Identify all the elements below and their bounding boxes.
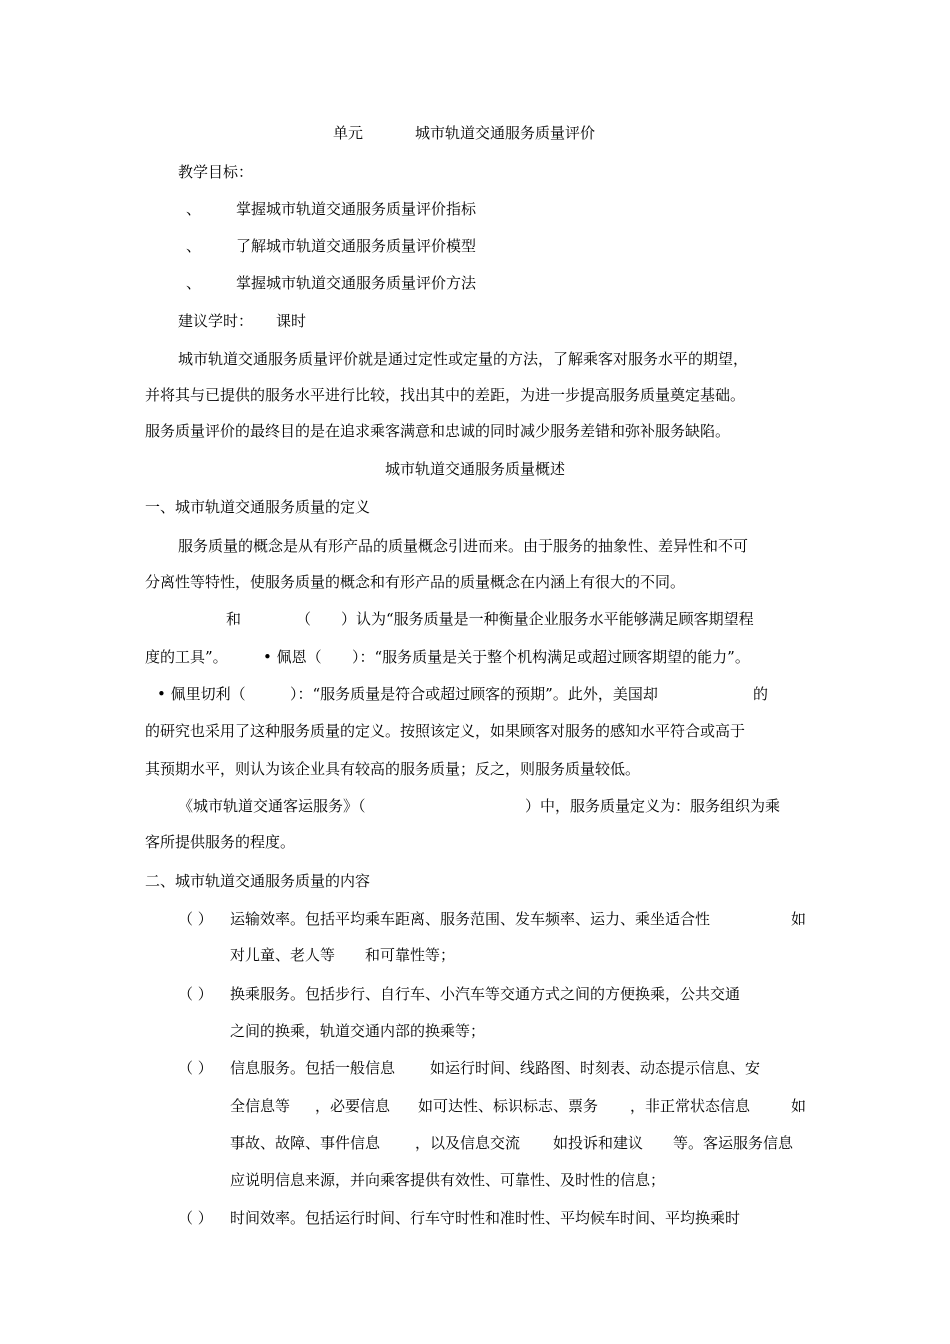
part2-heading: 二、城市轨道交通服务质量的内容 [145, 872, 371, 890]
quote-fragment: ）认为“服务质量是一种衡量企业服务水平能够满足顾客期望程 [341, 610, 754, 628]
list-item-line: 信息服务。包括一般信息 [230, 1059, 396, 1077]
unit-label: 单元 [333, 124, 364, 142]
list-marker: （ ） [178, 1209, 213, 1227]
list-item-line: 时间效率。包括运行时间、行车守时性和准时性、平均候车时间、平均换乘时 [230, 1209, 741, 1227]
paragraph-line: 分离性等特性，使服务质量的概念和有形产品的质量概念在内涵上有很大的不同。 [145, 573, 686, 591]
quote-fragment: ）：“服务质量是符合或超过顾客的预期”。此外，美国却 [290, 685, 658, 703]
list-item-line: 如运行时间、线路图、时刻表、动态提示信息、安 [430, 1059, 761, 1077]
list-item-line: ，必要信息 [315, 1097, 391, 1115]
hours-unit: 课时 [276, 312, 307, 330]
quote-fragment: 和 [226, 610, 242, 628]
quote-fragment: （ [296, 610, 312, 628]
objective-marker: 、 [186, 237, 202, 255]
quote-fragment: 度的工具”。 [145, 648, 228, 666]
paragraph-line: 其预期水平，则认为该企业具有较高的服务质量；反之，则服务质量较低。 [145, 760, 641, 778]
list-item-line: 和可靠性等； [365, 946, 456, 964]
paragraph-line: 的研究也采用了这种服务质量的定义。按照该定义，如果顾客对服务的感知水平符合或高于 [145, 722, 746, 740]
hours-label: 建议学时： [178, 312, 254, 330]
list-item-line: ，非正常状态信息 [630, 1097, 751, 1115]
objective-item: 掌握城市轨道交通服务质量评价方法 [236, 274, 477, 292]
list-item-line: 换乘服务。包括步行、自行车、小汽车等交通方式之间的方便换乘，公共交通 [230, 985, 741, 1003]
standard-fragment: 《城市轨道交通客运服务》（ [178, 797, 366, 815]
intro-line: 并将其与已提供的服务水平进行比较，找出其中的差距，为进一步提高服务质量奠定基础。 [145, 386, 746, 404]
intro-line: 服务质量评价的最终目的是在追求乘客满意和忠诚的同时减少服务差错和弥补服务缺陷。 [145, 422, 731, 440]
list-item-line: 如 [791, 910, 807, 928]
list-item-line: 事故、故障、事件信息 [230, 1134, 381, 1152]
quote-fragment: 的 [753, 685, 769, 703]
objective-marker: 、 [186, 274, 202, 292]
objective-marker: 、 [186, 200, 202, 218]
quote-fragment: • 佩里切利（ [157, 685, 246, 703]
intro-line: 城市轨道交通服务质量评价就是通过定性或定量的方法，了解乘客对服务水平的期望， [178, 350, 749, 368]
section-title: 城市轨道交通服务质量概述 [384, 460, 565, 478]
objective-item: 了解城市轨道交通服务质量评价模型 [236, 237, 477, 255]
list-marker: （ ） [178, 1059, 213, 1077]
list-item-line: 如 [791, 1097, 807, 1115]
list-item-line: 如可达性、标识标志、票务 [418, 1097, 599, 1115]
list-marker: （ ） [178, 985, 213, 1003]
list-marker: （ ） [178, 910, 213, 928]
list-item-line: 全信息等 [230, 1097, 291, 1115]
standard-fragment: ）中，服务质量定义为：服务组织为乘 [525, 797, 781, 815]
quote-fragment: • 佩恩（ [263, 648, 322, 666]
quote-fragment: ）：“服务质量是关于整个机构满足或超过顾客期望的能力”。 [352, 648, 750, 666]
paragraph-line: 服务质量的概念是从有形产品的质量概念引进而来。由于服务的抽象性、差异性和不可 [178, 537, 749, 555]
part1-heading: 一、城市轨道交通服务质量的定义 [145, 498, 371, 516]
list-item-line: 等。客运服务信息 [673, 1134, 794, 1152]
list-item-line: 之间的换乘，轨道交通内部的换乘等； [230, 1022, 486, 1040]
list-item-line: 对儿童、老人等 [230, 946, 336, 964]
unit-title: 城市轨道交通服务质量评价 [415, 124, 596, 142]
list-item-line: 如投诉和建议 [553, 1134, 644, 1152]
list-item-line: 应说明信息来源，并向乘客提供有效性、可靠性、及时性的信息； [230, 1171, 666, 1189]
objective-item: 掌握城市轨道交通服务质量评价指标 [236, 200, 477, 218]
list-item-line: 运输效率。包括平均乘车距离、服务范围、发车频率、运力、乘坐适合性 [230, 910, 711, 928]
objectives-heading: 教学目标： [178, 163, 254, 181]
paragraph-line: 客所提供服务的程度。 [145, 833, 296, 851]
list-item-line: ，以及信息交流 [415, 1134, 521, 1152]
